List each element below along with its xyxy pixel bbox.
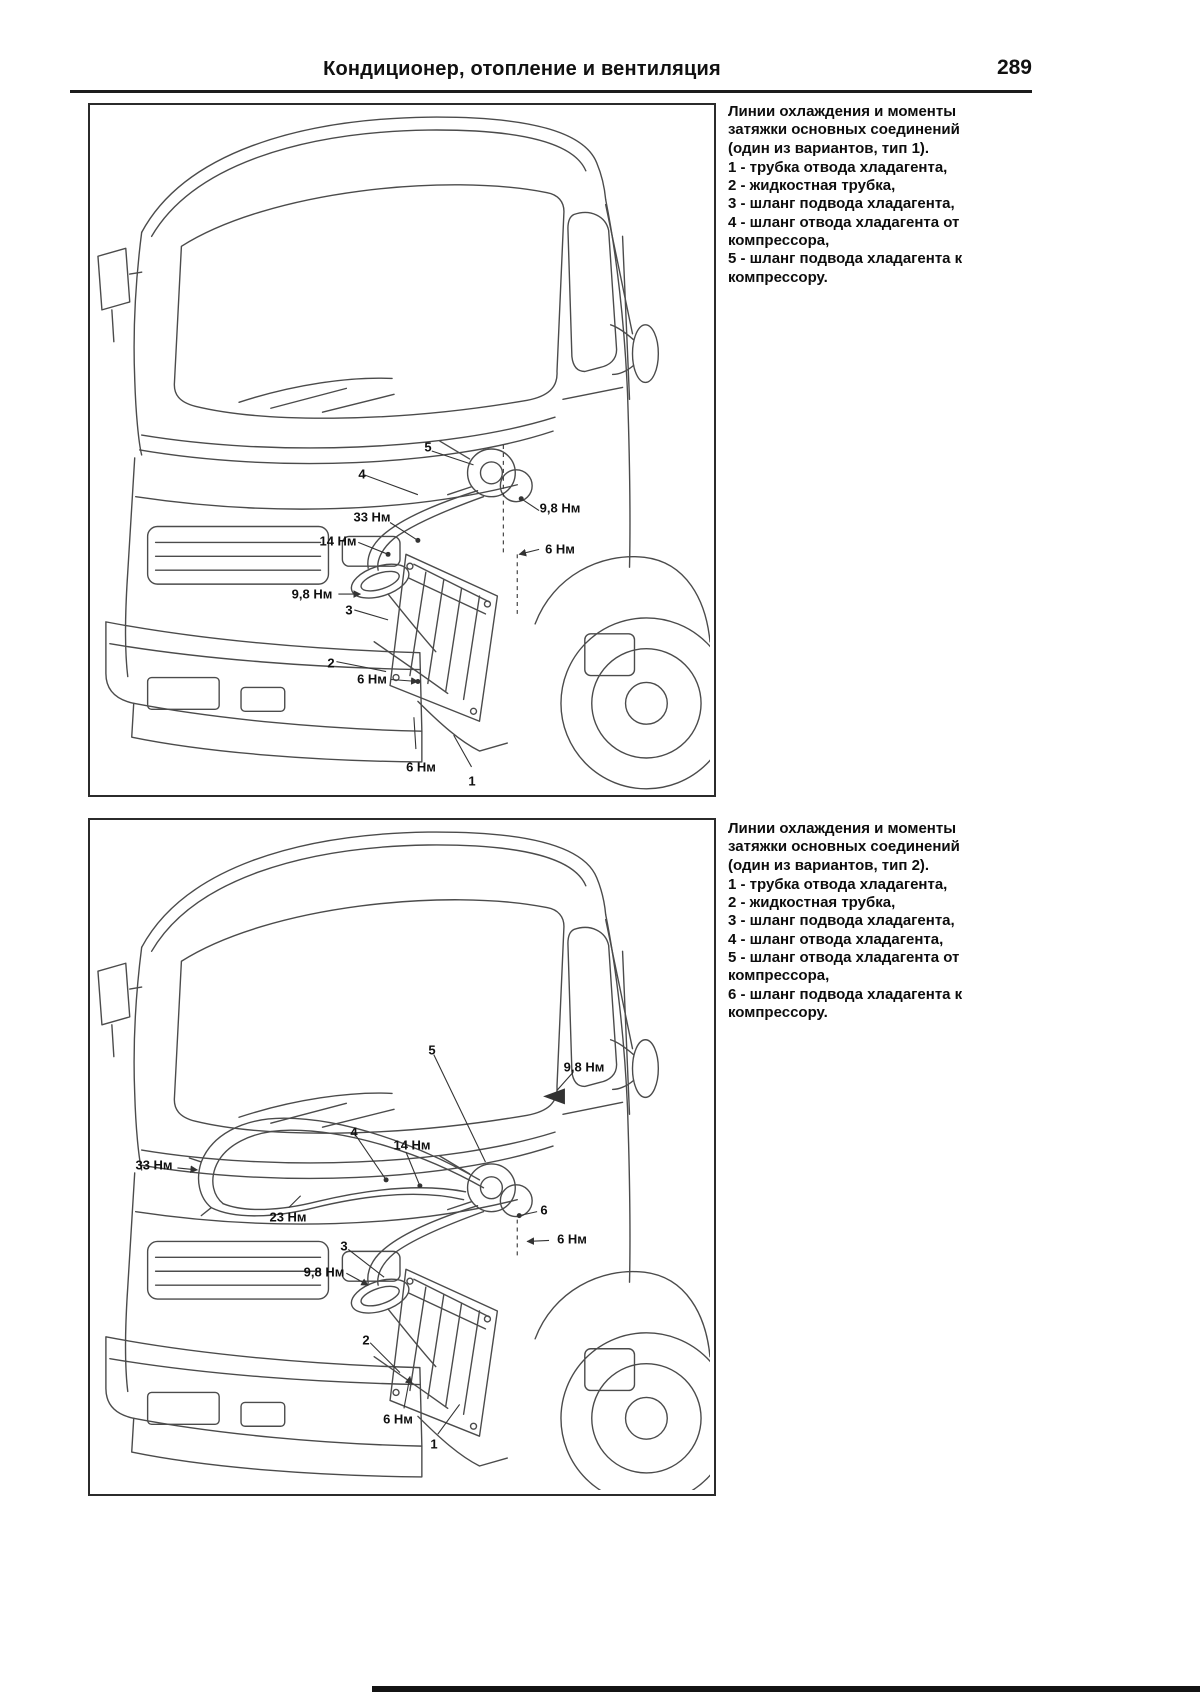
figure1-frame xyxy=(88,103,716,797)
fig1-part-label-2: 2 xyxy=(327,655,335,671)
truck-diagram-1 xyxy=(90,105,710,791)
header-divider xyxy=(70,90,1032,93)
fig2-caption: Линии охлаждения и моменты затяжки основных соединений (один из вариантов, тип 2). xyxy=(728,820,960,874)
figure2-description xyxy=(728,820,996,1022)
fig1-part-label-4: 4 xyxy=(358,466,366,482)
fig2-torque-label-6nm-bottom: 6 Нм xyxy=(383,1411,413,1427)
fig2-torque-label-6nm-right: 6 Нм xyxy=(557,1231,587,1247)
fig1-caption: Линии охлаждения и моменты затяжки основных соединений (один из вариантов, тип 1). xyxy=(728,103,960,157)
fig2-part-label-2: 2 xyxy=(362,1332,370,1348)
fig2-legend-item-4: 4 - шланг отвода хладагента, xyxy=(728,930,944,948)
fig1-part-label-5: 5 xyxy=(424,439,432,455)
fig1-torque-label-6nm-right: 6 Нм xyxy=(545,541,575,557)
fig2-legend-item-6: 6 - шланг подвода хладагента к компрессору. xyxy=(728,985,963,1021)
fig1-torque-label-98nm-left: 9,8 Нм xyxy=(291,586,333,602)
fig1-torque-label-6nm-left: 6 Нм xyxy=(357,671,387,687)
fig1-bolt-dots xyxy=(386,496,524,684)
fig1-torque-label-6nm-bottom: 6 Нм xyxy=(406,759,436,775)
fig1-legend-item-4: 4 - шланг отвода хладагента от компрессора, xyxy=(728,213,960,250)
fig2-left-arrow xyxy=(543,1088,565,1104)
page-bottom-edge xyxy=(372,1686,1200,1692)
fig2-part-label-4: 4 xyxy=(350,1124,358,1140)
fig2-legend-item-3: 3 - шланг подвода хладагента, xyxy=(728,912,955,930)
figure2-frame xyxy=(88,818,716,1496)
fig2-torque-label-23nm: 23 Нм xyxy=(269,1209,307,1225)
fig1-torque-label-33nm: 33 Нм xyxy=(353,509,391,525)
fig2-part-label-1: 1 xyxy=(430,1436,438,1452)
fig1-leader-lines xyxy=(336,445,539,767)
truck-diagram-2 xyxy=(90,820,710,1490)
fig1-part-label-3: 3 xyxy=(345,602,353,618)
page-number: 289 xyxy=(996,56,1032,79)
fig1-part-label-1: 1 xyxy=(468,773,476,789)
page-title: Кондиционер, отопление и вентиляция xyxy=(323,58,721,80)
fig1-torque-label-14nm: 14 Нм xyxy=(319,533,357,549)
fig2-torque-label-98nm-left: 9,8 Нм xyxy=(303,1264,345,1280)
fig2-legend-item-1: 1 - трубка отвода хладагента, xyxy=(728,875,948,893)
fig1-legend-item-2: 2 - жидкостная трубка, xyxy=(728,177,896,195)
fig2-part-label-6: 6 xyxy=(540,1202,548,1218)
fig1-legend-item-5: 5 - шланг подвода хладагента к компрессору. xyxy=(728,250,963,286)
fig2-legend-item-5: 5 - шланг отвода хладагента от компрессора, xyxy=(728,949,960,985)
fig2-part-label-3: 3 xyxy=(340,1238,348,1254)
fig2-torque-label-14nm: 14 Нм xyxy=(393,1137,431,1153)
fig1-legend-item-1: 1 - трубка отвода хладагента, xyxy=(728,158,948,176)
figure1-description xyxy=(728,103,996,287)
fig1-torque-label-98nm-right: 9,8 Нм xyxy=(539,500,581,516)
fig1-legend-item-3: 3 - шланг подвода хладагента, xyxy=(728,195,955,213)
fig2-leader-lines xyxy=(177,1055,572,1435)
fig2-torque-label-33nm: 33 Нм xyxy=(135,1157,173,1173)
fig2-legend-item-2: 2 - жидкостная трубка, xyxy=(728,894,896,912)
fig2-torque-label-98nm-top: 9,8 Нм xyxy=(563,1059,605,1075)
fig2-part-label-5: 5 xyxy=(428,1042,436,1058)
